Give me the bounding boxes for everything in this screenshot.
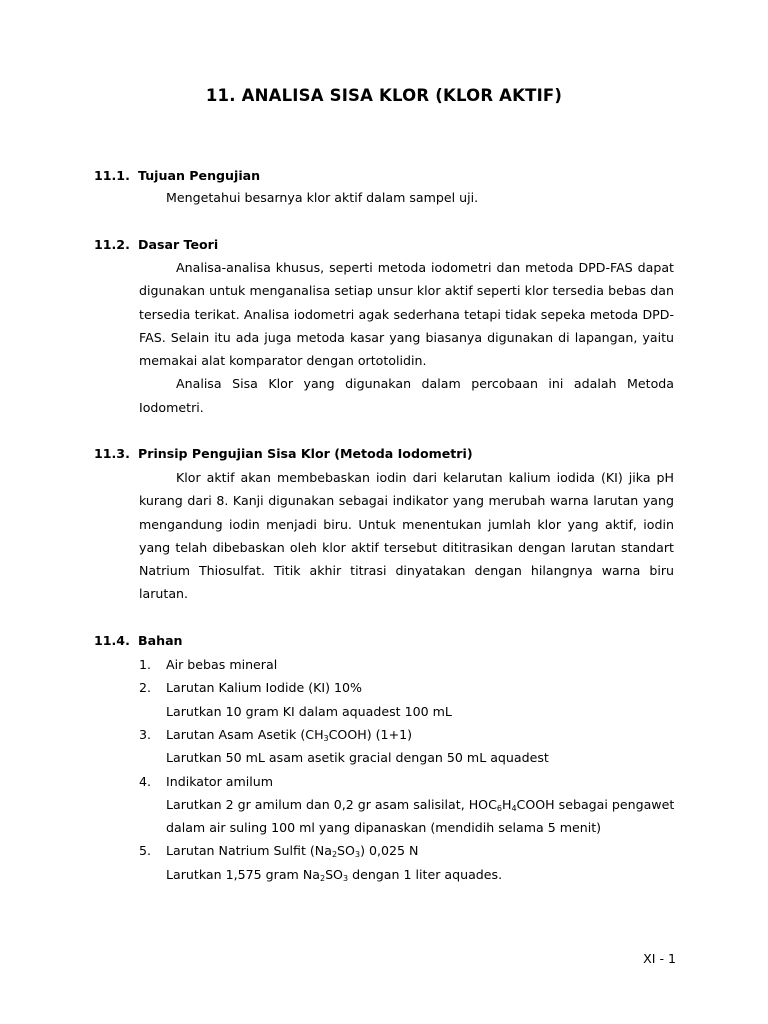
list-item-text: Larutkan 50 mL asam asetik gracial dengan 50 mL aquadest	[166, 750, 549, 766]
subscript: 6	[496, 803, 502, 813]
section-heading-prinsip	[94, 446, 473, 461]
section-number: 11.2.	[94, 237, 130, 252]
paragraph: Klor aktif akan membebaskan iodin dari kelarutan kalium iodida (KI) jika pH kurang dari 8. Kanji digunakan sebagai indikator yang merubah warna larutan yang mengandung iodin menjadi biru. Untuk menentukan jumlah klor yang aktif, iodin yang telah dibebaskan oleh klor aktif tersebut dititrasikan dengan larutan standart Natrium Thiosulfat. Titik akhir titrasi dinyatakan dengan hilangnya warna biru larutan.	[139, 470, 674, 602]
section-title: Prinsip Pengujian Sisa Klor (Metoda Iodometri)	[138, 446, 473, 461]
paragraph: Analisa-analisa khusus, seperti metoda iodometri dan metoda DPD-FAS dapat digunakan untuk menganalisa setiap unsur klor aktif seperti klor tersedia bebas dan tersedia terikat. Analisa iodometri agak sederhana tetapi tidak sepeka metoda DPD-FAS. Selain itu ada juga metoda kasar yang biasanya digunakan di lapangan, yaitu memakai alat komparator dengan ortotolidin.	[139, 260, 674, 369]
subscript: 3	[342, 873, 349, 883]
paragraph: Analisa Sisa Klor yang digunakan dalam percobaan ini adalah Metoda Iodometri.	[139, 376, 674, 415]
section-body-dasar-teori	[139, 256, 674, 419]
list-item-number: 1.	[139, 657, 152, 672]
list-item-number: 3.	[139, 726, 152, 742]
section-title: Dasar Teori	[138, 237, 219, 252]
section-text: Mengetahui besarnya klor aktif dalam sampel uji.	[166, 190, 479, 205]
list-item-text: Larutan Natrium Sulfit $(Na_2SO_3)$ 0,025 N	[166, 843, 419, 860]
page-number: XI - 1	[643, 951, 676, 966]
list-item-text: Larutkan 10 gram KI dalam aquadest 100 mL	[166, 703, 452, 719]
subscript: 2	[319, 873, 326, 883]
subscript: 3	[323, 733, 329, 743]
list-item-text: Larutan Asam Asetik $(CH_3COOH)$ (1+1)	[166, 726, 413, 743]
list-item-text: dalam air suling 100 ml yang dipanaskan (mendidih selama 5 menit)	[166, 820, 602, 836]
list-item-number: 5.	[139, 843, 152, 859]
list-item-text: Larutan Kalium Iodide (KI) 10%	[166, 680, 362, 696]
section-number: 11.1.	[94, 168, 130, 183]
section-title: Bahan	[138, 633, 183, 648]
list-item-text: Larutkan 2 gr amilum dan 0,2 gr asam salisilat, $HOC_6H_4COOH$ sebagai pengawet	[166, 796, 675, 813]
list-item-text: Larutkan 1,575 gram $Na_2SO_3$ dengan 1 liter aquades.	[166, 866, 503, 883]
section-heading-tujuan	[94, 168, 260, 183]
section-heading-dasar-teori	[94, 237, 218, 252]
subscript: 4	[511, 803, 517, 813]
section-number: 11.3.	[94, 446, 130, 461]
list-item-number: 4.	[139, 773, 152, 789]
list-item-text: Air bebas mineral	[166, 657, 278, 672]
subscript: 3	[354, 850, 361, 860]
page-title: 11. ANALISA SISA KLOR (KLOR AKTIF)	[205, 86, 563, 105]
list-item-text: Indikator amilum	[166, 773, 274, 789]
subscript: 2	[331, 850, 338, 860]
list-item-number: 2.	[139, 680, 152, 696]
section-body-prinsip	[139, 466, 674, 606]
section-title: Tujuan Pengujian	[138, 168, 261, 183]
section-heading-bahan	[94, 633, 183, 648]
section-number: 11.4.	[94, 633, 130, 648]
